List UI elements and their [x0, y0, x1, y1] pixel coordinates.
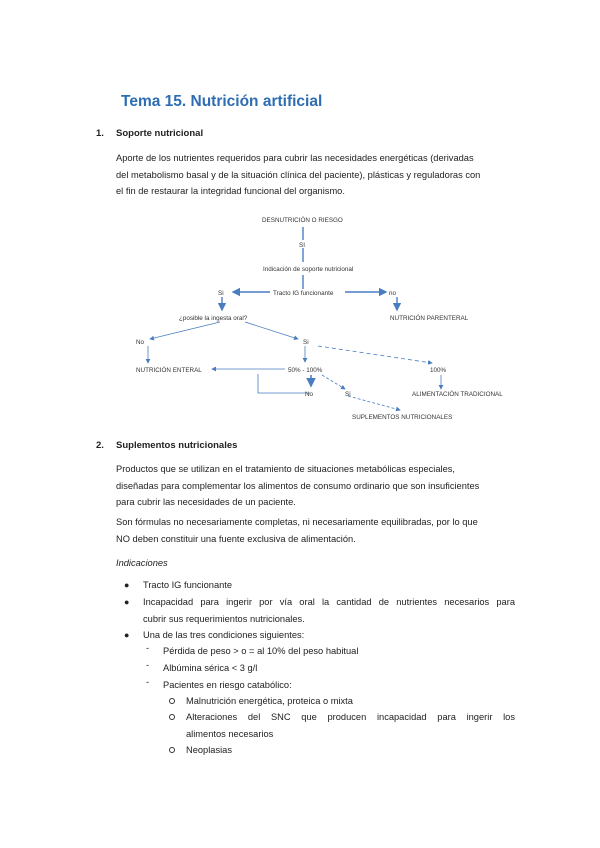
dash-marker: -: [146, 677, 150, 687]
text-line: el fin de restaurar la integridad funcional del organismo.: [116, 186, 345, 196]
list-item-line: Incapacidad para ingerir por vía oral la cantidad de nutrientes necesarios para: [143, 597, 515, 607]
section-2-number: 2.: [96, 440, 104, 451]
bullet-icon: ●: [124, 630, 130, 640]
section-1-number: 1.: [96, 128, 104, 139]
text-line: diseñadas para complementar los alimentos de consumo ordinario que son insuficientes: [116, 480, 480, 491]
node-enteral: NUTRICIÓN ENTERAL: [136, 367, 202, 374]
label-si: SI: [299, 242, 305, 249]
list-item-line: Alteraciones del SNC que producen incapacidad para ingerir los: [186, 712, 515, 722]
label-si-mid: Si: [303, 339, 309, 346]
label-no-bottom: No: [305, 391, 314, 398]
label-no-left: No: [136, 339, 145, 346]
dash-marker: -: [146, 643, 150, 653]
sub-sub-list-item: [186, 709, 515, 742]
node-desnutricion: DESNUTRICIÓN O RIESGO: [262, 217, 343, 224]
text-line: para cubrir las necesidades de un paciente.: [116, 497, 296, 507]
list-item: [143, 594, 515, 627]
label-si-left: Si: [218, 290, 224, 297]
node-indicacion: Indicación de soporte nutricional: [263, 266, 354, 273]
text-line: Aporte de los nutrientes requeridos para cubrir las necesidades energéticas (derivadas: [116, 153, 474, 163]
sub-list-item: Pacientes en riesgo catabólico:: [163, 680, 292, 690]
node-100: 100%: [430, 367, 447, 374]
section-2-title: Suplementos nutricionales: [116, 440, 238, 451]
list-item: Una de las tres condiciones siguientes:: [143, 630, 305, 640]
text-line: Son fórmulas no necesariamente completas, ni necesariamente equilibradas, por lo que: [116, 517, 478, 527]
node-alimentacion: ALIMENTACIÓN TRADICIONAL: [412, 391, 503, 398]
sub-list-item: Pérdida de peso > o = al 10% del peso habitual: [163, 646, 359, 656]
circle-marker: [169, 714, 175, 720]
node-posible: ¿posible la ingesta oral?: [179, 315, 248, 322]
text-line: NO deben constituir una fuente exclusiva de alimentación.: [116, 533, 356, 544]
circle-marker: [169, 698, 175, 704]
arrow-range-si: [322, 375, 345, 389]
label-si-bottom: Si: [345, 391, 351, 398]
list-item-line: alimentos necesarios: [186, 728, 274, 739]
node-parenteral: NUTRICIÓN PARENTERAL: [390, 315, 469, 322]
indicaciones-heading: Indicaciones: [116, 558, 168, 568]
text-line: Productos que se utilizan en el tratamiento de situaciones metabólicas especiales,: [116, 464, 456, 474]
arrow-to-si: [245, 322, 298, 339]
connector-no-enteral: [258, 374, 310, 393]
bullet-icon: ●: [124, 597, 130, 607]
node-suplementos: SUPLEMENTOS NUTRICIONALES: [352, 414, 453, 421]
page-title: Tema 15. Nutrición artificial: [121, 93, 323, 110]
label-no-right: no: [389, 290, 397, 297]
sub-sub-list-item: Malnutrición energética, proteica o mixta: [186, 696, 353, 706]
node-range: 50% - 100%: [288, 367, 323, 374]
sub-sub-list-item: Neoplasias: [186, 745, 232, 755]
arrow-si-suplementos: [348, 396, 400, 410]
bullet-icon: ●: [124, 580, 130, 590]
dash-marker: -: [146, 660, 150, 670]
list-item: Tracto IG funcionante: [143, 580, 233, 590]
list-item-line: cubrir sus requerimientos nutricionales.: [143, 613, 305, 624]
section-1-title: Soporte nutricional: [116, 128, 204, 139]
sub-list-item: Albúmina sérica < 3 g/l: [163, 663, 258, 673]
section-2-paragraph-2: [116, 514, 515, 547]
circle-marker: [169, 747, 175, 753]
text-line: del metabolismo basal y de la situación clínica del paciente), plásticas y reguladoras con: [116, 169, 481, 180]
section-2-paragraph-1: [116, 461, 515, 511]
node-tracto: Tracto IG funcionante: [273, 290, 334, 297]
arrow-to-no: [150, 322, 220, 339]
arrow-si-100: [318, 346, 432, 363]
